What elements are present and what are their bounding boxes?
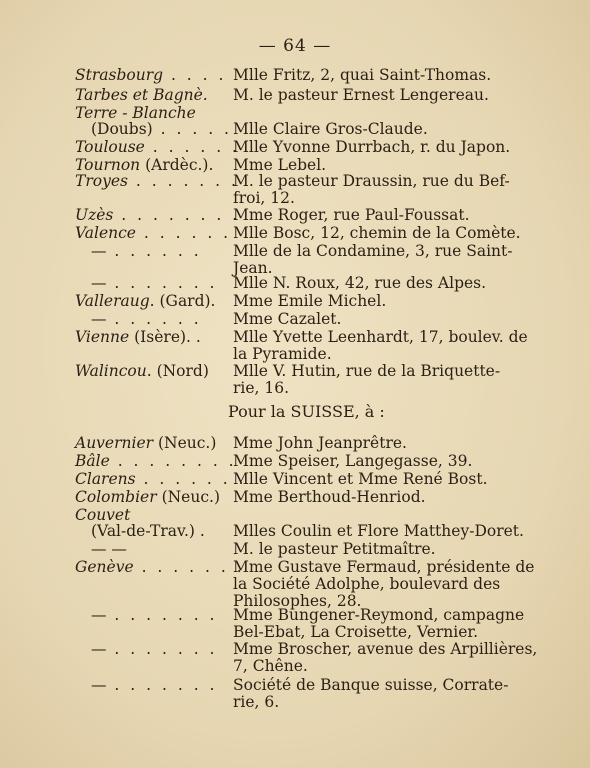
place-name [75,120,233,138]
place-label: Tarbes et Bagnè. [75,86,208,104]
address-line: Mme Lebel. [233,156,327,174]
place-name [75,488,233,506]
leader-dots: . . . . . . . [135,470,247,488]
leader-dots: . . . . . . . [106,640,218,658]
leader-dots: . . . . . . [106,242,202,260]
address-line: Mlles Coulin et Flore Matthey-Doret. [233,522,524,540]
place-suffix: . (Gard). [149,292,216,310]
place-name [75,172,239,190]
address-line: M. le pasteur Draussin, rue du Bef- [233,172,510,190]
place-name [75,434,233,452]
address-line: Mlle de la Condamine, 3, rue Saint- [233,242,513,260]
place-name [75,470,247,488]
address-line: 7, Chêne. [233,657,308,675]
address-line: la Pyramide. [233,345,332,363]
place-name [75,138,240,156]
place-name [75,558,245,576]
address-line: Mlle Yvette Leenhardt, 17, boulev. de [233,328,528,346]
place-suffix: (Val-de-Trav.) . [91,522,205,540]
place-label: Vienne [75,328,130,346]
place-label: Strasbourg [75,66,164,84]
place-label: — [91,274,107,292]
section-title-suisse: Pour la SUISSE, à : [228,402,385,421]
address-line: Mme Emile Michel. [233,292,387,310]
place-label: Tournon [75,156,141,174]
place-label: Troyes [75,172,128,190]
address-line: Jean. [233,259,273,277]
place-suffix: (Doubs) [91,120,153,138]
place-label: Valleraug [75,292,150,310]
place-label: Uzès [75,206,114,224]
place-label: Valence [75,224,136,242]
leader-dots: . . . . . [152,120,232,138]
place-name [75,292,233,310]
leader-dots: . . . . . . . [106,606,218,624]
place-label: Toulouse [75,138,145,156]
place-name [75,242,233,260]
place-name [75,540,233,558]
page-number: — 64 — [258,36,332,56]
place-label: — [91,606,107,624]
place-name [75,640,233,658]
address-line: Mme Bungener-Reymond, campagne [233,606,525,624]
address-line: Mlle Yvonne Durrbach, r. du Japon. [233,138,511,156]
leader-dots: . . . . . . . [106,274,218,292]
leader-dots: . . . . . . [135,224,232,242]
place-name [75,362,233,380]
leader-dots: . . . . . . [144,138,240,156]
address-line: la Société Adolphe, boulevard des [233,575,501,593]
address-line: Mlle Bosc, 12, chemin de la Comète. [233,224,521,242]
address-line: rie, 6. [233,693,280,711]
place-suffix: . (Nord) [146,362,209,380]
place-name [75,274,233,292]
leader-dots: . . . . . . . . [113,206,241,224]
address-line: Mme Speiser, Langegasse, 39. [233,452,473,470]
place-label: Colombier [75,488,157,506]
place-label: Genève [75,558,134,576]
address-line: Société de Banque suisse, Corrate- [233,676,509,694]
place-label: Terre - Blanche [75,104,196,122]
address-line: froi, 12. [233,189,295,207]
place-label: — — [91,540,127,558]
place-label: — [91,310,107,328]
address-line: Mlle Vincent et Mme René Bost. [233,470,488,488]
place-label: Auvernier [75,434,154,452]
address-line: M. le pasteur Ernest Lengereau. [233,86,489,104]
address-line: Mlle Fritz, 2, quai Saint-Thomas. [233,66,492,84]
address-line: M. le pasteur Petitmaître. [233,540,436,558]
address-line: Bel-Ebat, La Croisette, Vernier. [233,623,479,641]
address-line: rie, 16. [233,379,290,397]
place-name [75,66,233,84]
place-suffix: (Ardèc.). [140,156,214,174]
place-suffix: (Neuc.) [156,488,220,506]
place-label: — [91,640,107,658]
place-suffix: (Neuc.) [153,434,217,452]
address-line: Mlle V. Hutin, rue de la Briquette- [233,362,501,380]
address-line: Mlle N. Roux, 42, rue des Alpes. [233,274,487,292]
place-name [75,224,233,242]
address-line: Mme John Jeanprêtre. [233,434,407,452]
place-label: Couvet [75,506,131,524]
address-line: Mme Cazalet. [233,310,342,328]
address-line: Philosophes, 28. [233,592,362,610]
place-name [75,328,233,346]
place-name [75,452,237,470]
place-name [75,206,241,224]
address-line: Mme Roger, rue Paul-Foussat. [233,206,470,224]
address-line: Mme Gustave Fermaud, présidente de [233,558,535,576]
place-name [75,522,233,540]
place-name [75,676,233,694]
leader-dots: . . . . . . . [127,172,239,190]
leader-dots: . . . . . . [106,310,202,328]
place-suffix: (Isère). . [129,328,201,346]
place-label: Clarens [75,470,136,488]
leader-dots: . . . . . . . . [109,452,237,470]
place-name [75,606,233,624]
address-line: Mme Broscher, avenue des Arpillières, [233,640,538,658]
place-name [75,86,233,104]
leader-dots: . . . . [163,66,227,84]
place-label: — [91,242,107,260]
address-line: Mlle Claire Gros-Claude. [233,120,428,138]
place-label: Bâle [75,452,110,470]
leader-dots: . . . . . . . [106,676,218,694]
place-label: — [91,676,107,694]
leader-dots: . . . . . . . [133,558,245,576]
address-line: Mme Berthoud-Henriod. [233,488,426,506]
place-name [75,310,233,328]
place-label: Walincou [75,362,147,380]
